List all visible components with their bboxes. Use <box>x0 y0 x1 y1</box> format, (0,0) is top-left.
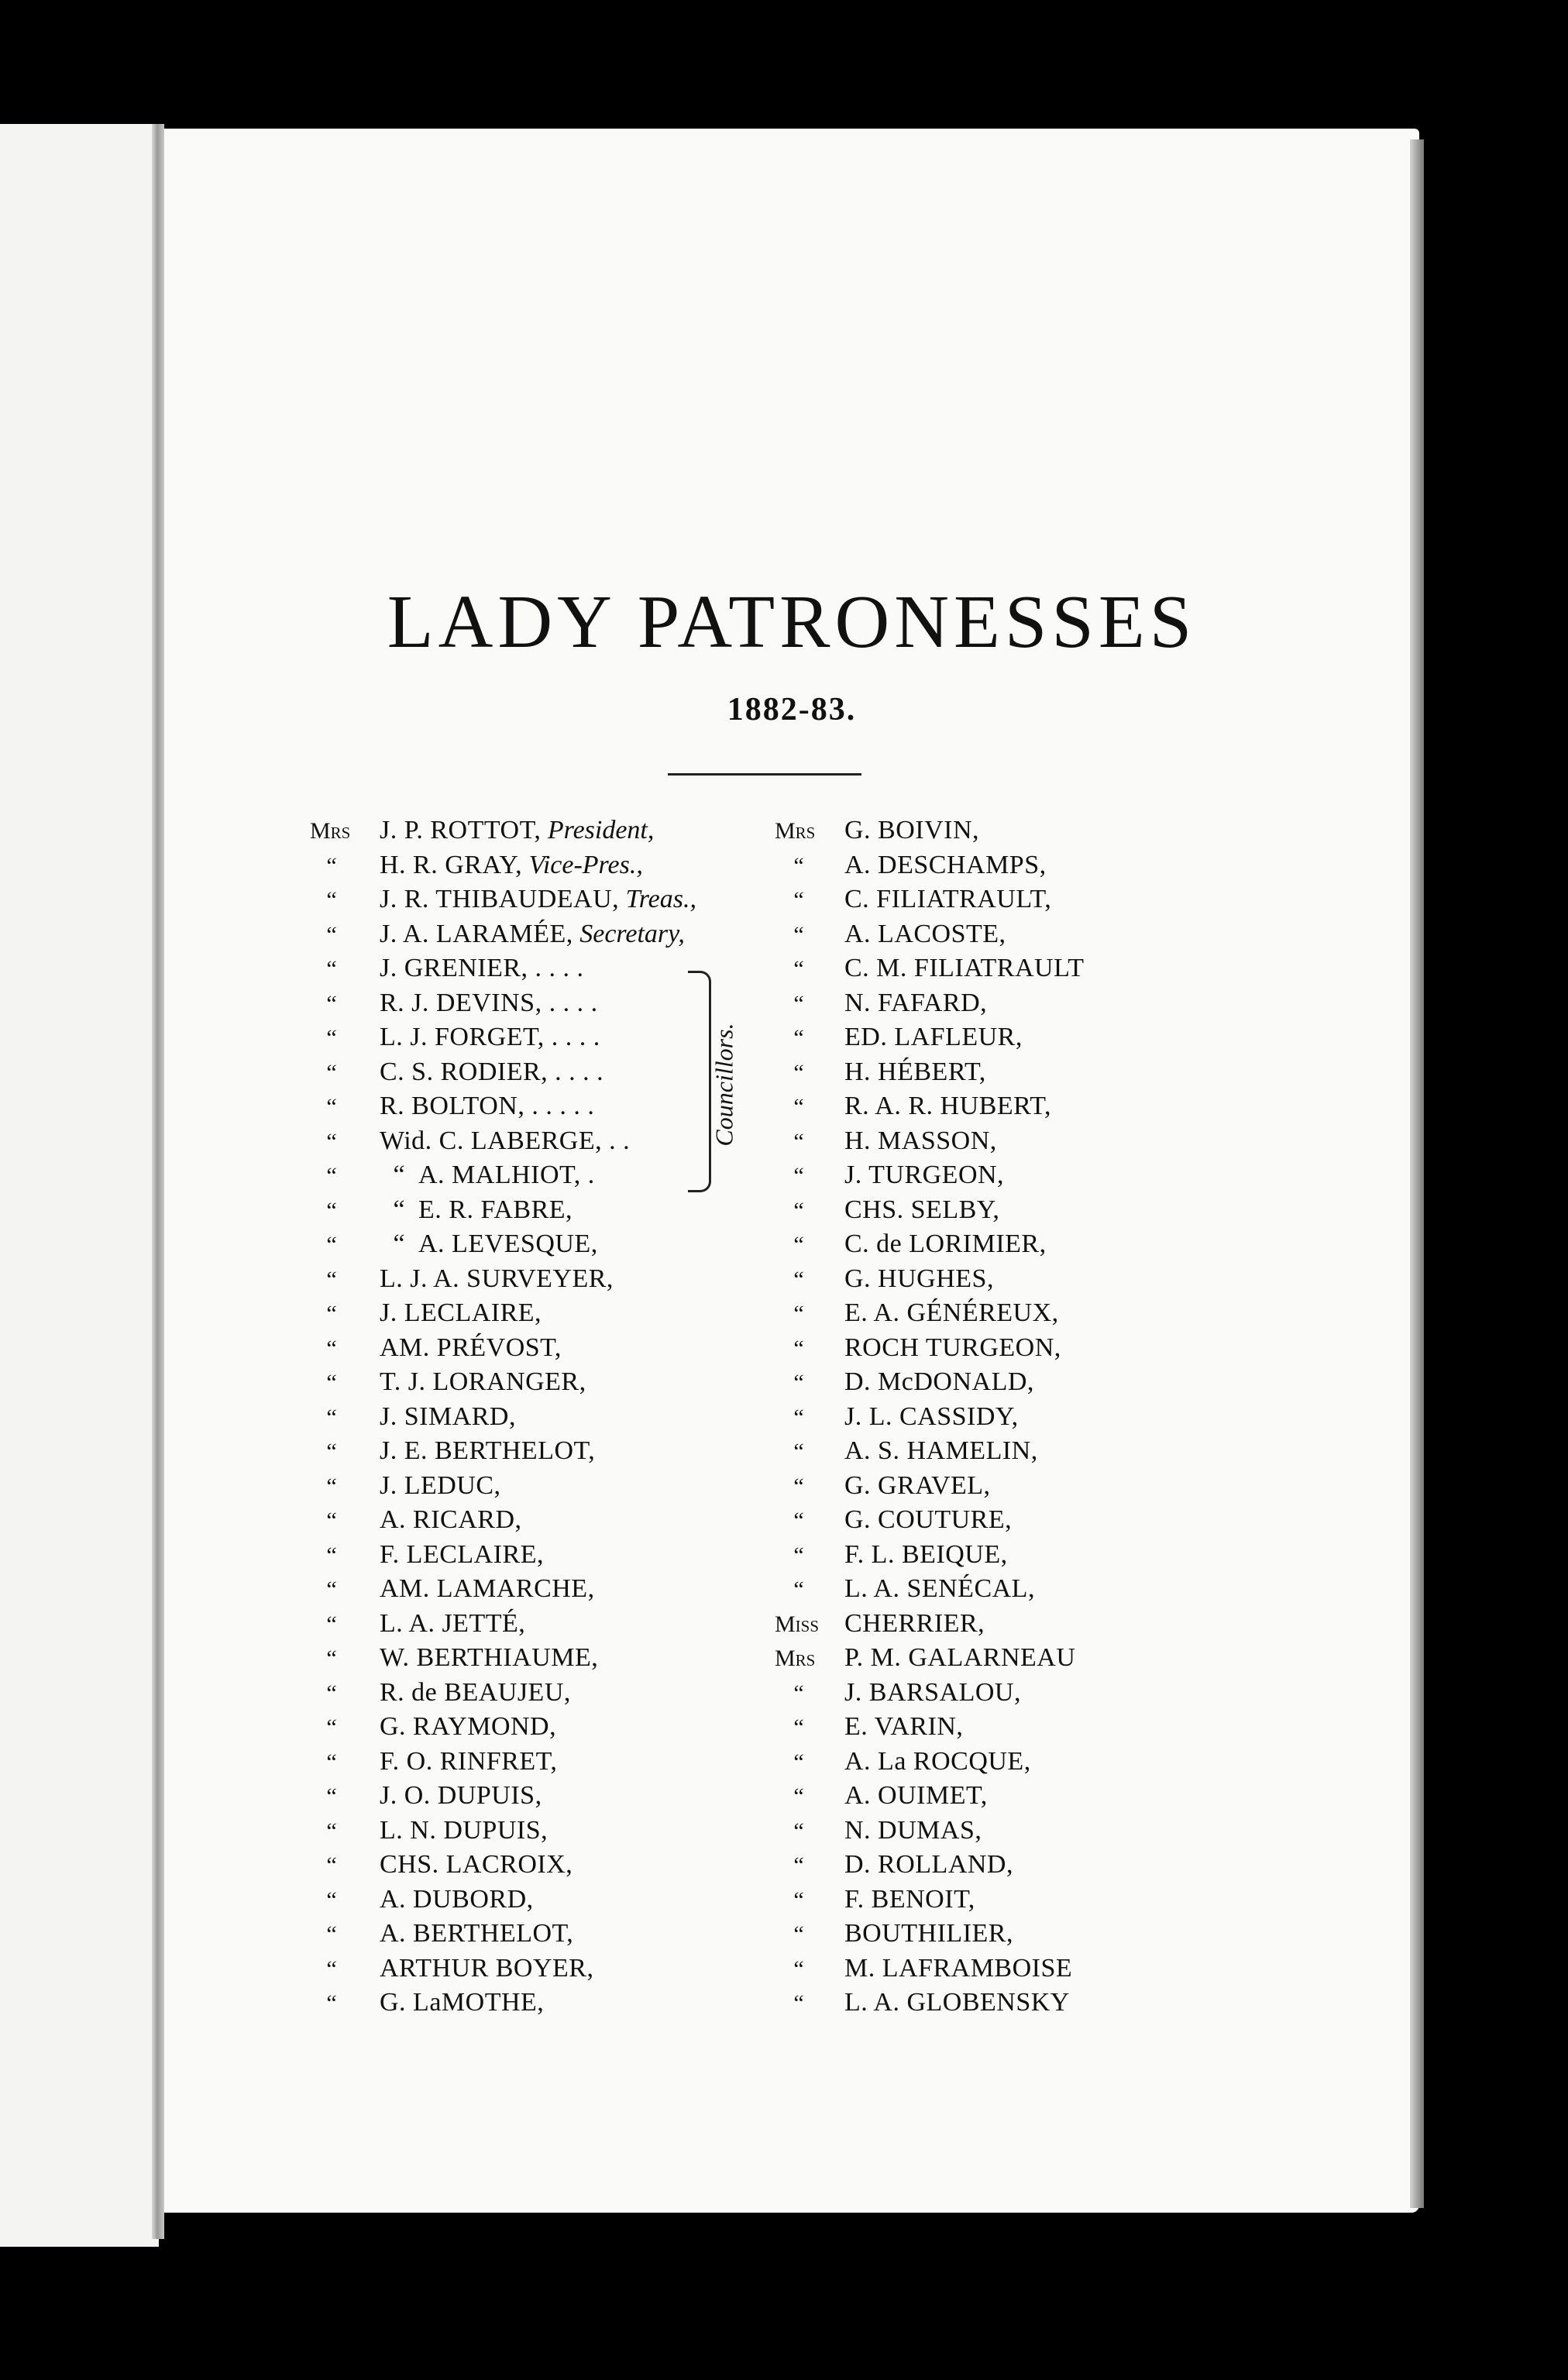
title-prefix: “ <box>793 1921 804 1947</box>
list-item <box>310 1400 744 1435</box>
list-item <box>310 1331 744 1366</box>
list-item <box>775 1848 1178 1883</box>
title-prefix: “ <box>326 852 337 879</box>
title-prefix: “ <box>326 1714 337 1740</box>
title-prefix: “ <box>793 1163 804 1188</box>
patroness-name: C. S. RODIER, . . . . <box>380 1057 604 1086</box>
patroness-name: F. L. BEIQUE, <box>844 1539 1008 1569</box>
title-prefix: “ <box>326 1197 337 1223</box>
list-item <box>310 1814 744 1849</box>
list-item <box>310 1503 744 1538</box>
patroness-name: P. M. GALARNEAU <box>844 1643 1076 1672</box>
list-item <box>775 1952 1178 1986</box>
title-prefix: “ <box>793 1783 804 1809</box>
list-item <box>775 951 1178 986</box>
list-item <box>310 1262 744 1297</box>
title-prefix: “ <box>326 1542 337 1568</box>
facing-page <box>0 124 159 2247</box>
patroness-name: J. TURGEON, <box>844 1161 1005 1189</box>
patroness-name: A. RICARD, <box>380 1505 522 1534</box>
title-prefix: “ <box>793 1473 804 1499</box>
list-item <box>310 1952 744 1986</box>
patroness-name: F. O. RINFRET, <box>380 1746 558 1776</box>
patroness-name: G. HUGHES, <box>844 1264 994 1293</box>
title-prefix: “ <box>793 956 804 982</box>
list-item <box>310 1745 744 1780</box>
patroness-name: N. DUMAS, <box>844 1815 982 1845</box>
list-item <box>310 848 744 883</box>
patroness-name: W. BERTHIAUME, <box>380 1643 599 1672</box>
list-item <box>775 1055 1178 1090</box>
title-prefix: “ <box>793 1025 804 1051</box>
patroness-name: H. HÉBERT, <box>844 1057 986 1086</box>
patroness-name: C. de LORIMIER, <box>844 1230 1047 1258</box>
list-item <box>310 813 744 848</box>
list-item <box>775 1607 1178 1642</box>
list-item <box>310 1469 744 1504</box>
title-prefix: “ <box>326 1232 337 1257</box>
patroness-name: J. GRENIER, . . . . <box>380 954 584 982</box>
list-item <box>310 1676 744 1711</box>
patroness-name: E. A. GÉNÉREUX, <box>844 1298 1059 1327</box>
title-prefix: “ <box>793 1404 804 1430</box>
title-prefix: “ <box>326 1094 337 1119</box>
list-item <box>775 917 1178 952</box>
patroness-name: L. A. GLOBENSKY <box>844 1988 1070 2017</box>
list-item <box>775 986 1178 1021</box>
list-item <box>775 848 1178 883</box>
patroness-name: J. L. CASSIDY, <box>844 1402 1019 1431</box>
title-prefix: “ <box>793 1439 804 1464</box>
patroness-name: J. SIMARD, <box>380 1402 516 1431</box>
page-edge-shadow <box>1410 139 1424 2208</box>
title-prefix: “ <box>326 1783 337 1809</box>
patroness-name: CHERRIER, <box>844 1608 985 1638</box>
list-item <box>310 1572 744 1607</box>
title-prefix: “ <box>326 1577 337 1602</box>
title-prefix: “ <box>793 887 804 913</box>
title-prefix: “ <box>793 1886 804 1913</box>
title-prefix: “ <box>793 1335 804 1361</box>
patroness-name: L. A. SENÉCAL, <box>844 1574 1035 1603</box>
list-item <box>775 1331 1178 1366</box>
title-prefix: “ <box>793 1749 804 1775</box>
list-item <box>775 1124 1178 1159</box>
patroness-name: H. MASSON, <box>844 1126 997 1155</box>
list-item <box>775 1986 1178 2021</box>
title-prefix: “ <box>793 1577 804 1602</box>
title-prefix: “ <box>326 1611 337 1637</box>
title-prefix: “ <box>793 1955 804 1982</box>
title-prefix: “ <box>793 1370 804 1395</box>
list-item <box>310 986 744 1021</box>
patroness-name: E. R. FABRE, <box>418 1195 573 1224</box>
title-prefix: “ <box>326 1025 337 1051</box>
title-prefix: “ <box>326 1163 337 1188</box>
title-prefix: “ <box>793 1094 804 1119</box>
patroness-name: D. McDONALD, <box>844 1367 1034 1396</box>
title-prefix: “ <box>326 1646 337 1671</box>
page-gutter <box>152 124 164 2239</box>
patroness-name: J. E. BERTHELOT, <box>380 1436 596 1465</box>
list-item <box>310 951 744 986</box>
patroness-name: C. FILIATRAULT, <box>844 885 1052 913</box>
list-item <box>775 1779 1178 1814</box>
list-item <box>310 1193 744 1228</box>
patroness-name: C. M. FILIATRAULT <box>844 954 1085 982</box>
list-item <box>310 1917 744 1952</box>
title-prefix: “ <box>326 1921 337 1947</box>
list-item <box>775 1572 1178 1607</box>
title-prefix: “ <box>793 1680 804 1706</box>
patroness-name: R. BOLTON, . . . . . <box>380 1092 595 1120</box>
title-prefix: “ <box>326 1301 337 1326</box>
title-prefix: “ <box>793 1059 804 1085</box>
list-item <box>775 1020 1178 1055</box>
title-prefix: “ <box>326 1990 337 2016</box>
patroness-name: A. La ROCQUE, <box>844 1746 1031 1776</box>
patroness-list-left <box>310 813 744 2021</box>
list-item <box>310 1986 744 2021</box>
patroness-name: F. LECLAIRE, <box>380 1539 544 1569</box>
patroness-name: AM. PRÉVOST, <box>380 1333 562 1362</box>
list-item <box>775 1262 1178 1297</box>
patroness-name: Wid. C. LABERGE, . . <box>380 1126 631 1155</box>
patroness-name: A. MALHIOT, . <box>418 1161 595 1189</box>
list-item <box>775 1538 1178 1573</box>
title-prefix: “ <box>793 1232 804 1257</box>
patroness-name: G. RAYMOND, <box>380 1712 557 1741</box>
patroness-name: J. LEDUC, <box>380 1470 501 1500</box>
list-item <box>775 882 1178 917</box>
patroness-name: A. LACOSTE, <box>844 919 1006 948</box>
page-title: LADY PATRONESSES <box>387 580 1197 664</box>
patroness-name: J. P. ROTTOT, <box>380 816 542 844</box>
patroness-name: L. J. A. SURVEYER, <box>380 1264 614 1293</box>
patroness-name: BOUTHILIER, <box>844 1919 1013 1948</box>
title-prefix: “ <box>326 1404 337 1430</box>
councillors-bracket <box>688 971 711 1192</box>
list-item <box>310 1434 744 1469</box>
patroness-name: A. BERTHELOT, <box>380 1919 574 1948</box>
patroness-name: ARTHUR BOYER, <box>380 1953 594 1983</box>
title-prefix: “ <box>326 990 337 1016</box>
title-prefix: “ <box>793 990 804 1016</box>
list-item <box>310 1158 744 1193</box>
patroness-name: J. LECLAIRE, <box>380 1298 542 1327</box>
patroness-name: R. de BEAUJEU, <box>380 1677 571 1707</box>
title-prefix: “ <box>326 1749 337 1775</box>
ditto-mark: “ <box>393 1161 405 1189</box>
patroness-name: H. R. GRAY, <box>380 850 523 879</box>
title-prefix: “ <box>326 1818 337 1844</box>
list-item <box>775 1883 1178 1917</box>
title-prefix: “ <box>793 1714 804 1740</box>
title-prefix: “ <box>793 1508 804 1533</box>
patroness-name: J. R. THIBAUDEAU, <box>380 885 620 913</box>
list-item <box>775 1745 1178 1780</box>
patroness-name: AM. LAMARCHE, <box>380 1574 595 1603</box>
list-item <box>310 917 744 952</box>
title-prefix: “ <box>793 921 804 948</box>
office-title: Treas., <box>625 885 696 913</box>
patroness-name: A. OUIMET, <box>844 1781 988 1810</box>
title-prefix: “ <box>793 1301 804 1326</box>
title-prefix: “ <box>793 1197 804 1223</box>
ditto-mark: “ <box>393 1230 405 1258</box>
patroness-name: ROCH TURGEON, <box>844 1333 1061 1362</box>
title-prefix: “ <box>326 921 337 948</box>
patroness-name: J. A. LARAMÉE, <box>380 919 573 948</box>
list-item <box>310 1710 744 1745</box>
list-item <box>775 1434 1178 1469</box>
title-prefix: “ <box>793 1818 804 1844</box>
patroness-name: A. S. HAMELIN, <box>844 1436 1038 1465</box>
title-prefix: “ <box>326 1059 337 1085</box>
list-item <box>310 1538 744 1573</box>
patroness-name: A. DESCHAMPS, <box>844 850 1047 879</box>
title-prefix: “ <box>793 1990 804 2016</box>
list-item <box>775 1365 1178 1400</box>
list-item <box>775 1917 1178 1952</box>
title-prefix: “ <box>326 1852 337 1878</box>
list-item <box>310 1607 744 1642</box>
title-prefix: “ <box>326 1266 337 1292</box>
title-prefix: “ <box>326 1439 337 1464</box>
patroness-list-right <box>775 813 1178 2021</box>
title-prefix: “ <box>326 1370 337 1395</box>
list-item <box>310 1124 744 1159</box>
title-prefix: “ <box>326 1680 337 1706</box>
patroness-name: M. LAFRAMBOISE <box>844 1953 1073 1983</box>
list-item <box>775 1503 1178 1538</box>
title-prefix: “ <box>326 887 337 913</box>
patroness-name: F. BENOIT, <box>844 1884 975 1914</box>
title-prefix: Mrs <box>310 818 351 844</box>
title-prefix: “ <box>793 1266 804 1292</box>
title-prefix: “ <box>326 956 337 982</box>
list-item <box>775 1089 1178 1124</box>
patroness-name: CHS. LACROIX, <box>380 1850 573 1879</box>
office-title: Secretary, <box>579 919 685 948</box>
list-item <box>775 1641 1178 1676</box>
title-prefix: “ <box>326 1473 337 1499</box>
patroness-name: L. A. JETTÉ, <box>380 1608 526 1638</box>
patroness-name: E. VARIN, <box>844 1712 964 1741</box>
list-item <box>775 1193 1178 1228</box>
patroness-name: L. J. FORGET, . . . . <box>380 1023 600 1051</box>
list-item <box>310 1055 744 1090</box>
list-item <box>775 1296 1178 1331</box>
list-item <box>310 1089 744 1124</box>
office-title: President, <box>547 816 655 844</box>
title-prefix: “ <box>326 1335 337 1361</box>
patroness-name: N. FAFARD, <box>844 988 988 1017</box>
list-item <box>310 882 744 917</box>
title-prefix: Mrs <box>775 1646 816 1671</box>
title-prefix: “ <box>793 1852 804 1878</box>
patroness-name: G. BOIVIN, <box>844 816 980 844</box>
patroness-name: L. N. DUPUIS, <box>380 1815 548 1845</box>
patroness-name: J. BARSALOU, <box>844 1677 1021 1707</box>
councillors-label: Councillors. <box>710 1023 738 1147</box>
office-title: Vice-Pres., <box>528 850 643 879</box>
title-prefix: Mrs <box>775 818 816 844</box>
patroness-name: D. ROLLAND, <box>844 1850 1013 1879</box>
list-item <box>310 1296 744 1331</box>
list-item <box>775 1676 1178 1711</box>
title-divider <box>668 773 861 776</box>
list-item <box>310 1365 744 1400</box>
patroness-name: R. A. R. HUBERT, <box>844 1092 1051 1120</box>
patroness-name: A. LEVESQUE, <box>418 1230 598 1258</box>
patroness-name: CHS. SELBY, <box>844 1195 1000 1224</box>
list-item <box>775 1814 1178 1849</box>
title-prefix: “ <box>793 1128 804 1154</box>
list-item <box>775 813 1178 848</box>
title-prefix: “ <box>326 1508 337 1533</box>
list-item <box>310 1227 744 1262</box>
title-prefix: “ <box>793 1542 804 1568</box>
ditto-mark: “ <box>393 1195 405 1224</box>
patroness-name: ED. LAFLEUR, <box>844 1023 1023 1051</box>
list-item <box>775 1158 1178 1193</box>
year-heading: 1882-83. <box>727 692 857 727</box>
patroness-name: J. O. DUPUIS, <box>380 1781 542 1810</box>
patroness-name: G. COUTURE, <box>844 1505 1013 1534</box>
patroness-name: G. GRAVEL, <box>844 1470 991 1500</box>
list-item <box>310 1020 744 1055</box>
patroness-name: A. DUBORD, <box>380 1884 534 1914</box>
list-item <box>310 1779 744 1814</box>
title-prefix: “ <box>326 1128 337 1154</box>
title-prefix: Miss <box>775 1611 820 1637</box>
title-prefix: “ <box>326 1886 337 1913</box>
list-item <box>310 1883 744 1917</box>
patroness-name: R. J. DEVINS, . . . . <box>380 988 598 1017</box>
title-prefix: “ <box>326 1955 337 1982</box>
patroness-name: G. LaMOTHE, <box>380 1988 545 2017</box>
list-item <box>310 1641 744 1676</box>
patroness-name: T. J. LORANGER, <box>380 1367 586 1396</box>
list-item <box>775 1469 1178 1504</box>
list-item <box>310 1848 744 1883</box>
list-item <box>775 1710 1178 1745</box>
list-item <box>775 1227 1178 1262</box>
title-prefix: “ <box>793 852 804 879</box>
list-item <box>775 1400 1178 1435</box>
